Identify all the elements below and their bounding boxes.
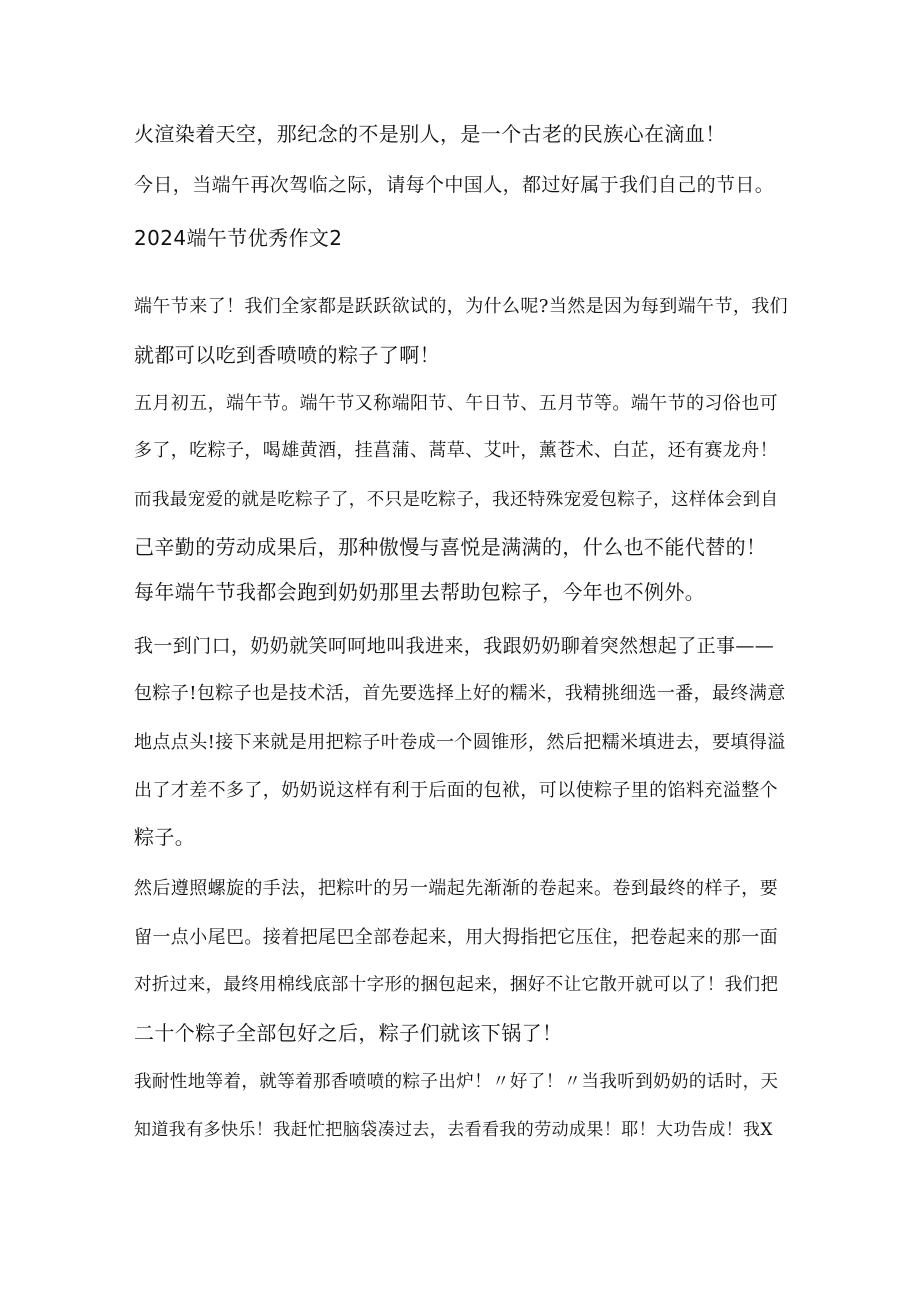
paragraph-line: 而我最宠爱的就是吃粽子了，不只是吃粽子，我还特殊宠爱包粽子，这样体会到自 [134, 490, 779, 510]
paragraph-line: 就都可以吃到香喷喷的粽子了啊！ [134, 343, 440, 367]
paragraph-line: 包粽子!包粽子也是技术活，首先要选择上好的糯米，我精挑细选一番，最终满意 [134, 683, 786, 704]
paragraph-line: 地点点头!接下来就是用把粽子叶卷成一个圆锥形，然后把糯米填进去，要填得溢 [134, 732, 786, 753]
paragraph-line: 今日，当端午再次驾临之际，请每个中国人，都过好属于我们自己的节日。 [134, 174, 775, 196]
paragraph-line: 火渲染着天空，那纪念的不是别人，是一个古老的民族心在滴血！ [134, 122, 726, 146]
paragraph-line: 多了，吃粽子，喝雄黄酒，挂菖蒲、蒿草、艾叶，薰苍术、白芷，还有赛龙舟！ [134, 440, 778, 461]
paragraph-line: 我一到门口，奶奶就笑呵呵地叫我进来，我跟奶奶聊着突然想起了正事—— [134, 635, 775, 657]
paragraph-line: 留一点小尾巴。接着把尾巴全部卷起来，用大拇指把它压住，把卷起来的那一面 [134, 927, 778, 948]
paragraph-line: 出了才差不多了，奶奶说这样有利于后面的包袱，可以使粽子里的馅料充溢整个 [134, 780, 778, 801]
paragraph-line: 粽子。 [134, 825, 196, 849]
paragraph-line: 然后遵照螺旋的手法，把粽叶的另一端起先渐渐的卷起来。卷到最终的样子，要 [134, 878, 778, 899]
paragraph-line: 端午节来了！我们全家都是跃跃欲试的，为什么呢?当然是因为每到端午节，我们 [134, 296, 789, 317]
paragraph-line: 二十个粽子全部包好之后，粽子们就该下锅了！ [134, 1021, 563, 1045]
paragraph-line: 五月初五，端午节。端午节又称端阳节、午日节、五月节等。端午节的习俗也可 [134, 393, 778, 414]
paragraph-line: 我耐性地等着，就等着那香喷喷的粽子出炉！〃好了！〃当我听到奶奶的话时，天 [134, 1072, 779, 1092]
paragraph-line: 每年端午节我都会跑到奶奶那里去帮助包粽子，今年也不例外。 [134, 580, 706, 604]
paragraph-line: 对折过来，最终用棉线底部十字形的捆包起来，捆好不让它散开就可以了！我们把 [134, 975, 779, 995]
section-heading: 2024端午节优秀作文2 [134, 226, 343, 250]
paragraph-line: 己辛勤的劳动成果后，那种傲慢与喜悦是满满的，什么也不能代替的！ [134, 535, 767, 559]
paragraph-line: 知道我有多快乐！我赶忙把脑袋凑过去，去看看我的劳动成果！耶！大功告成！我X [134, 1120, 773, 1140]
